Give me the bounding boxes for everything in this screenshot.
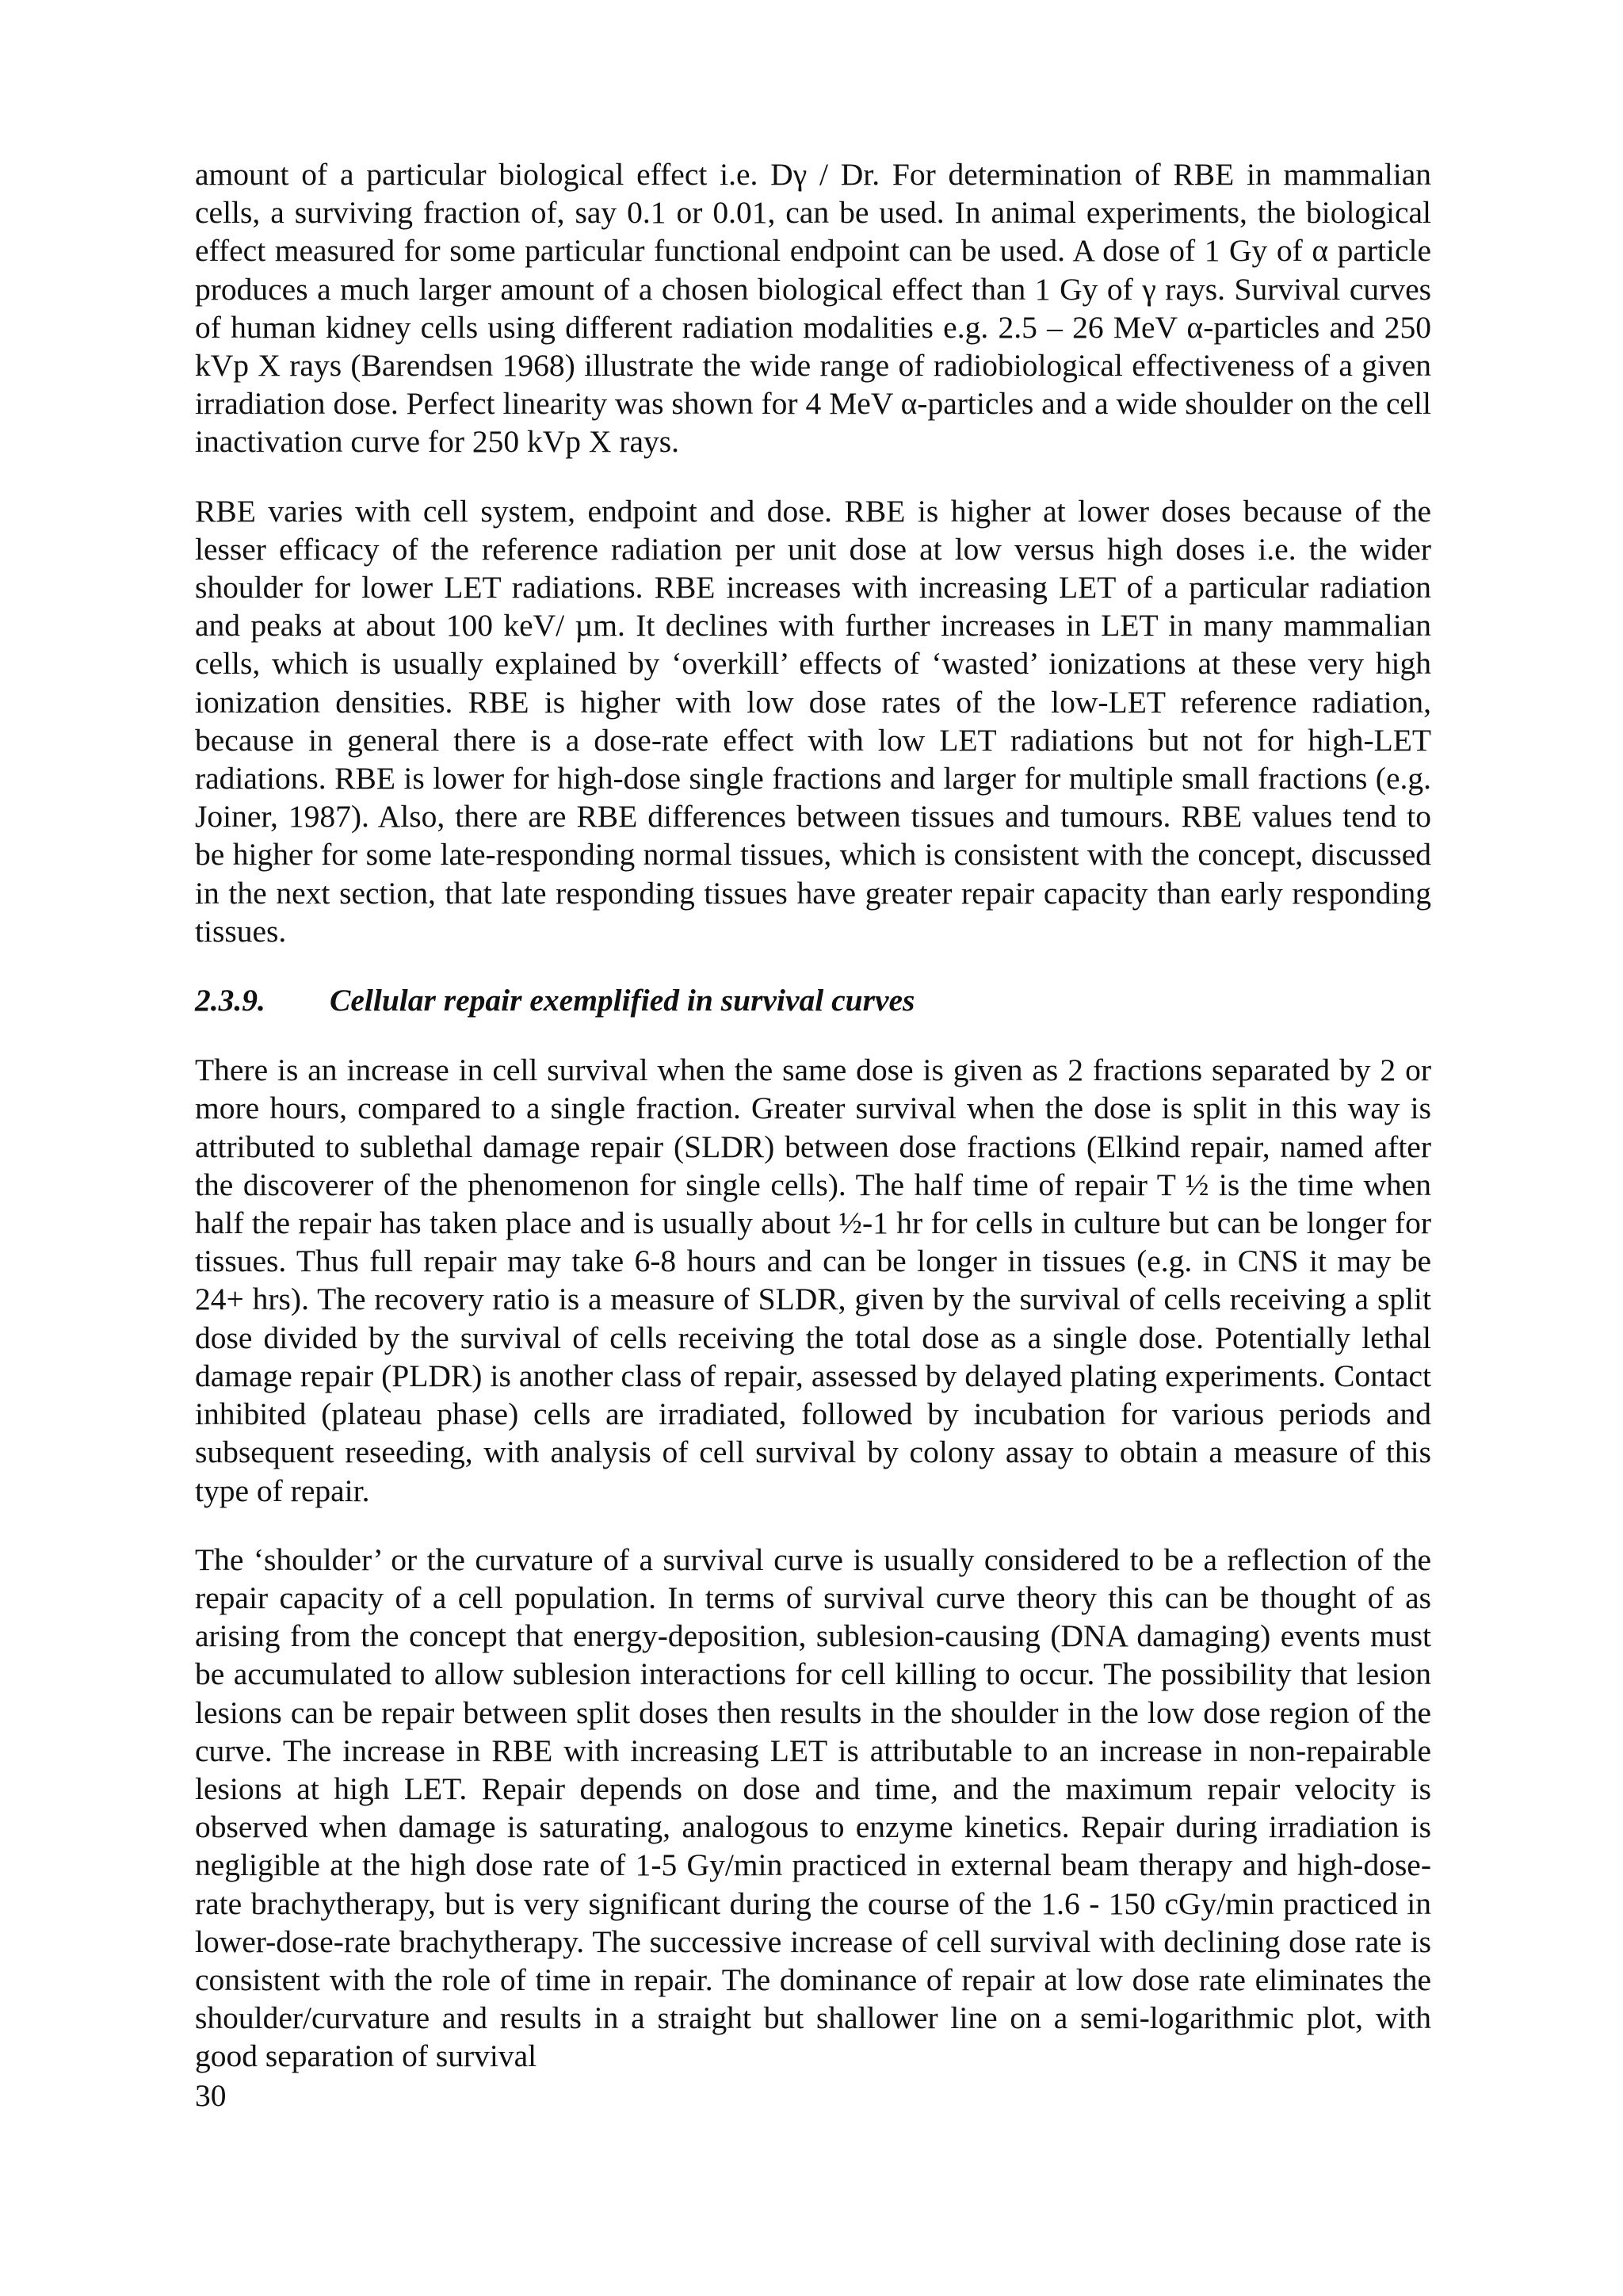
paragraph-rbe-variation: RBE varies with cell system, endpoint and dose. RBE is higher at lower doses because of the lesser efficacy of the reference radiation per unit dose at low versus high doses i.e. the wider shoulder for lower LET radiations. RBE increases with increasing LET of a particular radiation and peaks at about 100 keV/ µm. It declines with further increases in LET in many mammalian cells, which is usually explained by ‘overkill’ effects of ‘wasted’ ionizations at these very high ionization densities. RBE is higher with low dose rates of the low-LET reference radiation, because in general there is a dose-rate effect with low LET radiations but not for high-LET radiations. RBE is lower for high-dose single fractions and larger for multiple small fractions (e.g. Joiner, 1987). Also, there are RBE differences between tissues and tumours. RBE values tend to be higher for some late-responding normal tissues, which is consistent with the concept, discussed in the next section, that late responding tissues have greater repair capacity than early responding tissues. xyxy=(195,493,1431,949)
section-number: 2.3.9. xyxy=(195,983,265,1018)
body-text xyxy=(195,155,1431,2107)
section-heading xyxy=(195,981,1431,1019)
paragraph-survival-curve-shoulder: The ‘shoulder’ or the curvature of a survival curve is usually considered to be a reflection of the repair capacity of a cell population. In terms of survival curve theory this can be thought of as arising from the concept that energy-deposition, sublesion-causing (DNA damaging) events must be accumulated to allow sublesion interactions for cell killing to occur. The possibility that lesion lesions can be repair between split doses then results in the shoulder in the low dose region of the curve. The increase in RBE with increasing LET is attributable to an increase in non-repairable lesions at high LET. Repair depends on dose and time, and the maximum repair velocity is observed when damage is saturating, analogous to enzyme kinetics. Repair during irradiation is negligible at the high dose rate of 1-5 Gy/min practiced in external beam therapy and high-dose-rate brachytherapy, but is very significant during the course of the 1.6 - 150 cGy/min practiced in lower-dose-rate brachytherapy. The successive increase of cell survival with declining dose rate is consistent with the role of time in repair. The dominance of repair at low dose rate eliminates the shoulder/curvature and results in a straight but shallower line on a semi-logarithmic plot, with good separation of survival xyxy=(195,1541,1431,2074)
section-title: Cellular repair exemplified in survival curves xyxy=(330,983,915,1018)
paragraph-rbe-definition: amount of a particular biological effect i.e. Dγ / Dr. For determination of RBE in mammalian cells, a surviving fraction of, say 0.1 or 0.01, can be used. In animal experiments, the biological effect measured for some particular functional endpoint can be used. A dose of 1 Gy of α particle produces a much larger amount of a chosen biological effect than 1 Gy of γ rays. Survival curves of human kidney cells using different radiation modalities e.g. 2.5 – 26 MeV α-particles and 250 kVp X rays (Barendsen 1968) illustrate the wide range of radiobiological effectiveness of a given irradiation dose. Perfect linearity was shown for 4 MeV α-particles and a wide shoulder on the cell inactivation curve for 250 kVp X rays. xyxy=(195,157,1431,460)
page-number: 30 xyxy=(195,2078,227,2113)
paragraph-split-dose-repair: There is an increase in cell survival when the same dose is given as 2 fractions separated by 2 or more hours, compared to a single fraction. Greater survival when the dose is split in this way is attributed to sublethal damage repair (SLDR) between dose fractions (Elkind repair, named after the discoverer of the phenomenon for single cells). The half time of repair T ½ is the time when half the repair has taken place and is usually about ½-1 hr for cells in culture but can be longer for tissues. Thus full repair may take 6-8 hours and can be longer in tissues (e.g. in CNS it may be 24+ hrs). The recovery ratio is a measure of SLDR, given by the survival of cells receiving a split dose divided by the survival of cells receiving the total dose as a single dose. Potentially lethal damage repair (PLDR) is another class of repair, assessed by delayed plating experiments. Contact inhibited (plateau phase) cells are irradiated, followed by incubation for various periods and subsequent reseeding, with analysis of cell survival by colony assay to obtain a measure of this type of repair. xyxy=(195,1052,1431,1508)
